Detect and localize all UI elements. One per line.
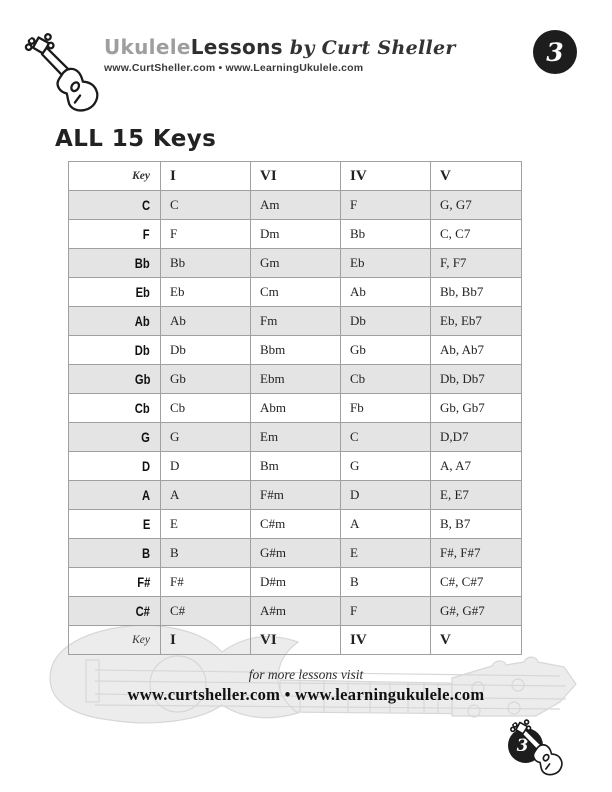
chord-cell-v: Db, Db7	[431, 365, 522, 394]
chord-cell-i: C	[161, 191, 251, 220]
key-cell	[69, 568, 161, 597]
chord-cell-i: F	[161, 220, 251, 249]
brand-title	[104, 35, 456, 59]
chord-cell-vi: Bbm	[251, 336, 341, 365]
header-col-iv: IV	[341, 162, 431, 191]
chord-cell-vi: C#m	[251, 510, 341, 539]
chord-cell-v: Ab, Ab7	[431, 336, 522, 365]
chord-cell-iv: A	[341, 510, 431, 539]
brand-urls[interactable]: www.CurtSheller.com • www.LearningUkulele.com	[104, 62, 364, 74]
table-row	[69, 568, 522, 597]
chord-cell-vi: Gm	[251, 249, 341, 278]
table-row	[69, 597, 522, 626]
key-cell	[69, 394, 161, 423]
chord-cell-vi: F#m	[251, 481, 341, 510]
chord-cell-vi: Am	[251, 191, 341, 220]
chord-cell-iv: E	[341, 539, 431, 568]
header-col-vi: VI	[251, 162, 341, 191]
chord-cell-iv: F	[341, 191, 431, 220]
table-row	[69, 307, 522, 336]
chord-cell-i: Db	[161, 336, 251, 365]
header-col-v: V	[431, 162, 522, 191]
footer-tagline: for more lessons visit	[248, 667, 364, 682]
ukulele-doodle-icon	[11, 24, 106, 128]
chord-cell-vi: Fm	[251, 307, 341, 336]
chord-cell-i: Cb	[161, 394, 251, 423]
chord-cell-vi: Em	[251, 423, 341, 452]
table-row	[69, 249, 522, 278]
chord-cell-iv: B	[341, 568, 431, 597]
key-name: Eb	[135, 283, 150, 300]
table-header-row	[69, 162, 522, 191]
chord-cell-vi: Dm	[251, 220, 341, 249]
chord-cell-iv: Gb	[341, 336, 431, 365]
chord-cell-vi: A#m	[251, 597, 341, 626]
brand-block	[104, 35, 456, 74]
chord-cell-v: F#, F#7	[431, 539, 522, 568]
key-cell	[69, 481, 161, 510]
table-footer-row	[69, 626, 522, 655]
chord-cell-i: E	[161, 510, 251, 539]
chord-cell-iv: Eb	[341, 249, 431, 278]
page-number: 3	[546, 37, 564, 67]
header-key-label: Key	[69, 162, 161, 191]
key-cell	[69, 278, 161, 307]
page-number-badge	[533, 30, 577, 74]
key-cell	[69, 249, 161, 278]
chord-cell-v: C#, C#7	[431, 568, 522, 597]
footer-urls[interactable]: www.curtsheller.com • www.learningukulele.com	[127, 685, 485, 704]
chord-cell-v: F, F7	[431, 249, 522, 278]
chord-cell-i: Eb	[161, 278, 251, 307]
footer-col-i: I	[161, 626, 251, 655]
chord-cell-i: Ab	[161, 307, 251, 336]
key-name: C	[141, 196, 150, 213]
table-row	[69, 539, 522, 568]
table-body	[69, 191, 522, 626]
key-name: C#	[135, 602, 150, 619]
chord-cell-vi: Abm	[251, 394, 341, 423]
chord-cell-i: Gb	[161, 365, 251, 394]
table-row	[69, 336, 522, 365]
chord-cell-vi: Bm	[251, 452, 341, 481]
key-name: D	[141, 457, 150, 474]
chord-cell-iv: Ab	[341, 278, 431, 307]
key-cell	[69, 220, 161, 249]
chord-cell-i: F#	[161, 568, 251, 597]
chord-cell-i: A	[161, 481, 251, 510]
footer-col-vi: VI	[251, 626, 341, 655]
key-name: B	[141, 544, 150, 561]
chord-cell-v: D,D7	[431, 423, 522, 452]
chord-cell-vi: D#m	[251, 568, 341, 597]
chord-cell-v: B, B7	[431, 510, 522, 539]
chord-cell-v: C, C7	[431, 220, 522, 249]
chord-cell-i: G	[161, 423, 251, 452]
key-cell	[69, 191, 161, 220]
footer-col-iv: IV	[341, 626, 431, 655]
footer-page-number: 3	[516, 735, 529, 756]
chord-cell-v: E, E7	[431, 481, 522, 510]
key-cell	[69, 423, 161, 452]
footer-block	[0, 667, 612, 705]
key-cell	[69, 539, 161, 568]
table-row	[69, 278, 522, 307]
keys-table	[68, 161, 522, 655]
chord-cell-vi: Ebm	[251, 365, 341, 394]
key-name: F	[143, 225, 150, 242]
chord-cell-v: Bb, Bb7	[431, 278, 522, 307]
chord-cell-iv: Bb	[341, 220, 431, 249]
chord-cell-i: B	[161, 539, 251, 568]
chord-cell-vi: Cm	[251, 278, 341, 307]
chord-cell-i: D	[161, 452, 251, 481]
key-cell	[69, 452, 161, 481]
chord-cell-iv: F	[341, 597, 431, 626]
chord-cell-iv: G	[341, 452, 431, 481]
ukulele-logo-icon	[18, 26, 114, 118]
chord-cell-iv: D	[341, 481, 431, 510]
chord-cell-v: Gb, Gb7	[431, 394, 522, 423]
key-name: Db	[135, 341, 150, 358]
key-name: F#	[136, 573, 150, 590]
brand-word-lessons: Lessons	[190, 35, 283, 59]
page-title: ALL 15 Keys	[55, 126, 217, 152]
chord-cell-v: G#, G#7	[431, 597, 522, 626]
chord-cell-iv: Db	[341, 307, 431, 336]
key-name: Gb	[134, 370, 150, 387]
header-col-i: I	[161, 162, 251, 191]
table-row	[69, 220, 522, 249]
key-cell	[69, 597, 161, 626]
key-name: G	[141, 428, 150, 445]
key-name: Bb	[135, 254, 150, 271]
chord-cell-iv: Cb	[341, 365, 431, 394]
chord-cell-iv: C	[341, 423, 431, 452]
brand-byline: by Curt Sheller	[282, 37, 456, 59]
table-row	[69, 191, 522, 220]
table-row	[69, 423, 522, 452]
table-row	[69, 481, 522, 510]
key-cell	[69, 510, 161, 539]
chord-cell-vi: G#m	[251, 539, 341, 568]
footer-col-v: V	[431, 626, 522, 655]
table-row	[69, 394, 522, 423]
table-row	[69, 510, 522, 539]
table-row	[69, 452, 522, 481]
chord-cell-i: Bb	[161, 249, 251, 278]
key-cell	[69, 307, 161, 336]
table-row	[69, 365, 522, 394]
chord-cell-v: G, G7	[431, 191, 522, 220]
key-cell	[69, 336, 161, 365]
brand-word-ukulele: Ukulele	[104, 35, 191, 59]
chord-cell-iv: Fb	[341, 394, 431, 423]
chord-cell-v: Eb, Eb7	[431, 307, 522, 336]
chord-cell-v: A, A7	[431, 452, 522, 481]
key-name: Cb	[135, 399, 150, 416]
key-name: A	[141, 486, 150, 503]
chord-cell-i: C#	[161, 597, 251, 626]
key-name: Ab	[135, 312, 150, 329]
key-name: E	[142, 515, 150, 532]
key-cell	[69, 365, 161, 394]
footer-key-label: Key	[69, 626, 161, 655]
